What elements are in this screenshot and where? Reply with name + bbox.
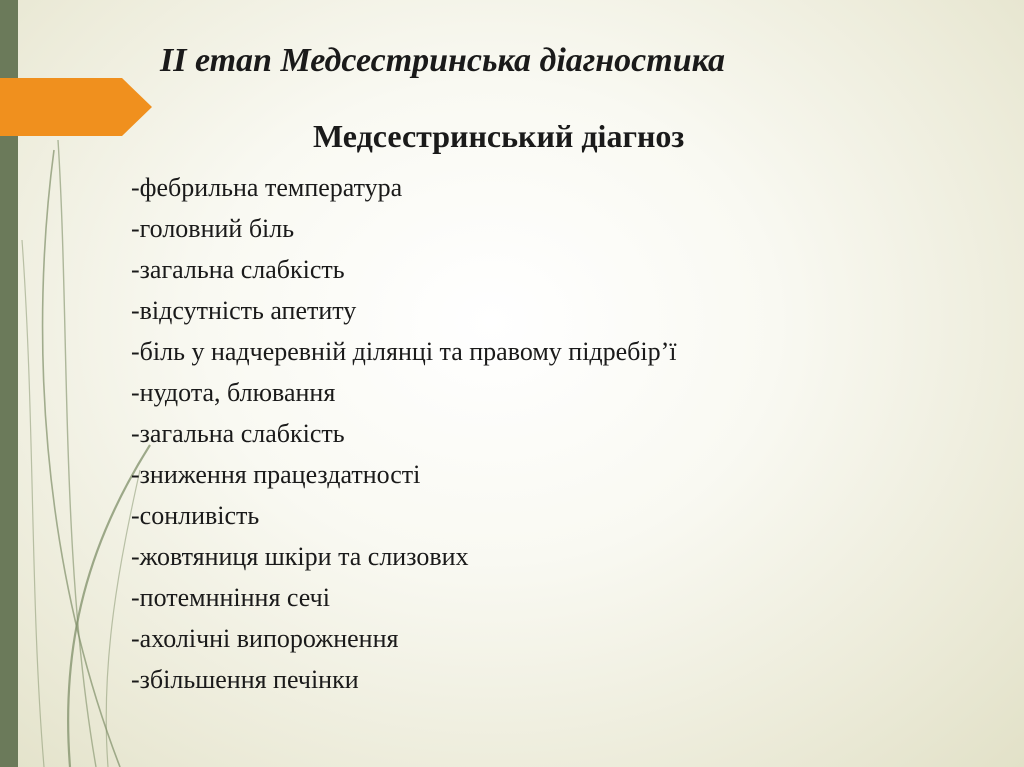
list-item: -загальна слабкість	[131, 255, 345, 284]
slide-title: II етап Медсестринська діагностика	[160, 42, 726, 79]
orange-arrow-tab	[0, 78, 152, 136]
list-item: -жовтяниця шкіри та слизових	[131, 542, 469, 571]
list-item: -головний біль	[131, 214, 295, 243]
list-item: -фебрильна температура	[131, 173, 403, 202]
list-item: -нудота, блювання	[131, 378, 336, 407]
list-item: -ахолічні випорожнення	[131, 624, 399, 653]
list-item: -загальна слабкість	[131, 419, 345, 448]
list-item: -сонливість	[131, 501, 260, 530]
list-item: -потемнніння сечі	[131, 583, 330, 612]
slide-subtitle: Медсестринський діагноз	[313, 118, 685, 154]
list-item: -збільшення печінки	[131, 665, 359, 694]
list-item: -відсутність апетиту	[131, 296, 357, 325]
list-item: -біль у надчеревній ділянці та правому підребір’ї	[131, 337, 677, 366]
list-item: -зниження працездатності	[131, 460, 421, 489]
diagnosis-list	[131, 167, 677, 700]
